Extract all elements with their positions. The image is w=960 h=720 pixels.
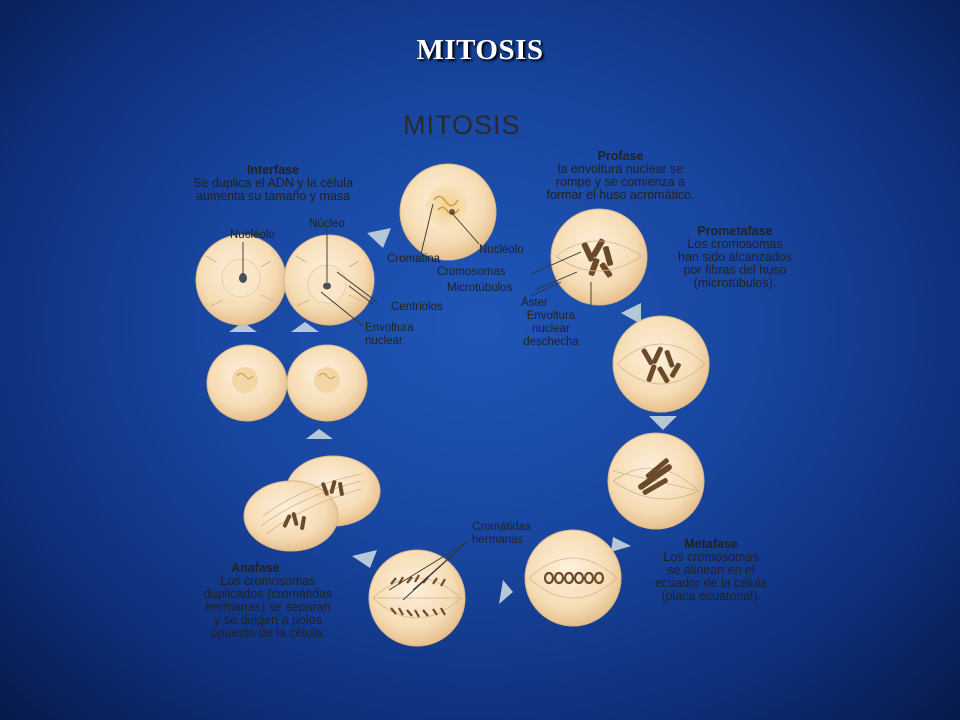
metafase-desc-3: ecuador de la célula — [655, 576, 767, 590]
cell-interfase-right — [284, 235, 374, 325]
cromatidas-hermanas-1: Cromátidas — [472, 521, 531, 533]
label-anafase — [173, 562, 363, 640]
prometafase-desc-1: Los cromosomas — [687, 237, 783, 251]
interfase-desc-1: Se duplica el ADN y la célula — [193, 176, 353, 190]
label-cromatidas-hermanas — [472, 521, 531, 547]
metafase-desc-1: Los cromosomas — [663, 550, 759, 564]
cromatidas-hermanas-2: hermanas — [472, 534, 524, 546]
label-aster: Áster — [521, 297, 548, 309]
profase-name: Profase — [597, 149, 644, 163]
interfase-name: Interfase — [246, 163, 300, 177]
arrow-stage3-to-stage4 — [649, 416, 677, 430]
cell-cytokinesis — [207, 345, 367, 421]
anafase-desc-2: duplicados (cromátidas — [203, 587, 333, 601]
envoltura-nuclear-1: Envoltura — [365, 322, 414, 334]
slide-title: MITOSIS — [416, 34, 544, 66]
arrow-cytokinesis-to-interfase-2 — [291, 322, 319, 332]
label-nucleolo-right: Nucléolo — [479, 244, 524, 256]
envoltura-deschecha-3: deschecha — [523, 336, 579, 348]
mitosis-diagram — [151, 96, 822, 654]
label-metafase — [623, 538, 799, 603]
label-profase — [513, 150, 728, 202]
profase-desc-1: la envoltura nuclear se — [557, 162, 684, 176]
metafase-desc-2: se alinean en el — [667, 563, 755, 577]
profase-desc-3: formar el huso acromático. — [546, 188, 695, 202]
anafase-desc-1: Los cromosomas — [220, 574, 316, 588]
profase-desc-2: rompe y se comienza a — [555, 175, 686, 189]
cell-telofase — [244, 456, 380, 551]
cell-metafase — [525, 530, 621, 626]
envoltura-nuclear-2: nuclear — [365, 335, 403, 347]
anafase-name: Anafase — [231, 561, 280, 575]
envoltura-deschecha-2: nuclear — [532, 323, 570, 335]
label-cromosomas: Cromosomas — [437, 266, 506, 278]
label-prometafase — [649, 225, 821, 290]
diagram-title: MITOSIS — [403, 110, 521, 140]
label-nucleo: Núcleo — [309, 218, 345, 230]
metafase-desc-4: (placa ecuatorial). — [661, 589, 761, 603]
anafase-desc-3: hermanas) se separan — [205, 600, 331, 614]
prometafase-desc-4: (microtúbulos). — [693, 276, 777, 290]
label-interfase — [157, 164, 389, 203]
label-microtubulos: Microtúbulos — [447, 282, 513, 294]
label-nucleolo-left: Nucléolo — [230, 229, 275, 241]
label-cromatina: Cromatina — [387, 253, 441, 265]
cell-prometafase-late — [613, 316, 709, 412]
interfase-desc-2: aumenta su tamaño y masa — [195, 189, 351, 203]
cell-prometafase — [551, 209, 647, 305]
cell-interfase-left — [196, 235, 286, 325]
anafase-desc-5: opuesto de la célula. — [210, 626, 326, 640]
label-envoltura-nuclear — [365, 322, 414, 348]
cell-metafase-plate — [608, 433, 704, 529]
arrow-interfase-to-profase — [367, 228, 391, 248]
prometafase-name: Prometafase — [697, 224, 773, 238]
cell-anafase — [369, 550, 465, 646]
arrow-telofase-to-cytokinesis — [306, 429, 333, 439]
prometafase-desc-3: por fibras del huso — [683, 263, 787, 277]
metafase-name: Metafase — [684, 537, 738, 551]
envoltura-deschecha-1: Envoltura — [526, 310, 576, 322]
label-centriolos: Centriolos — [391, 301, 443, 313]
arrow-prometafase-to-stage3 — [621, 303, 641, 324]
label-envoltura-deschecha — [511, 310, 591, 349]
arrow-metafase-to-anafase — [499, 580, 513, 604]
prometafase-desc-2: han sido alcanzados — [678, 250, 792, 264]
anafase-desc-4: y se dirigen a polos — [214, 613, 322, 627]
